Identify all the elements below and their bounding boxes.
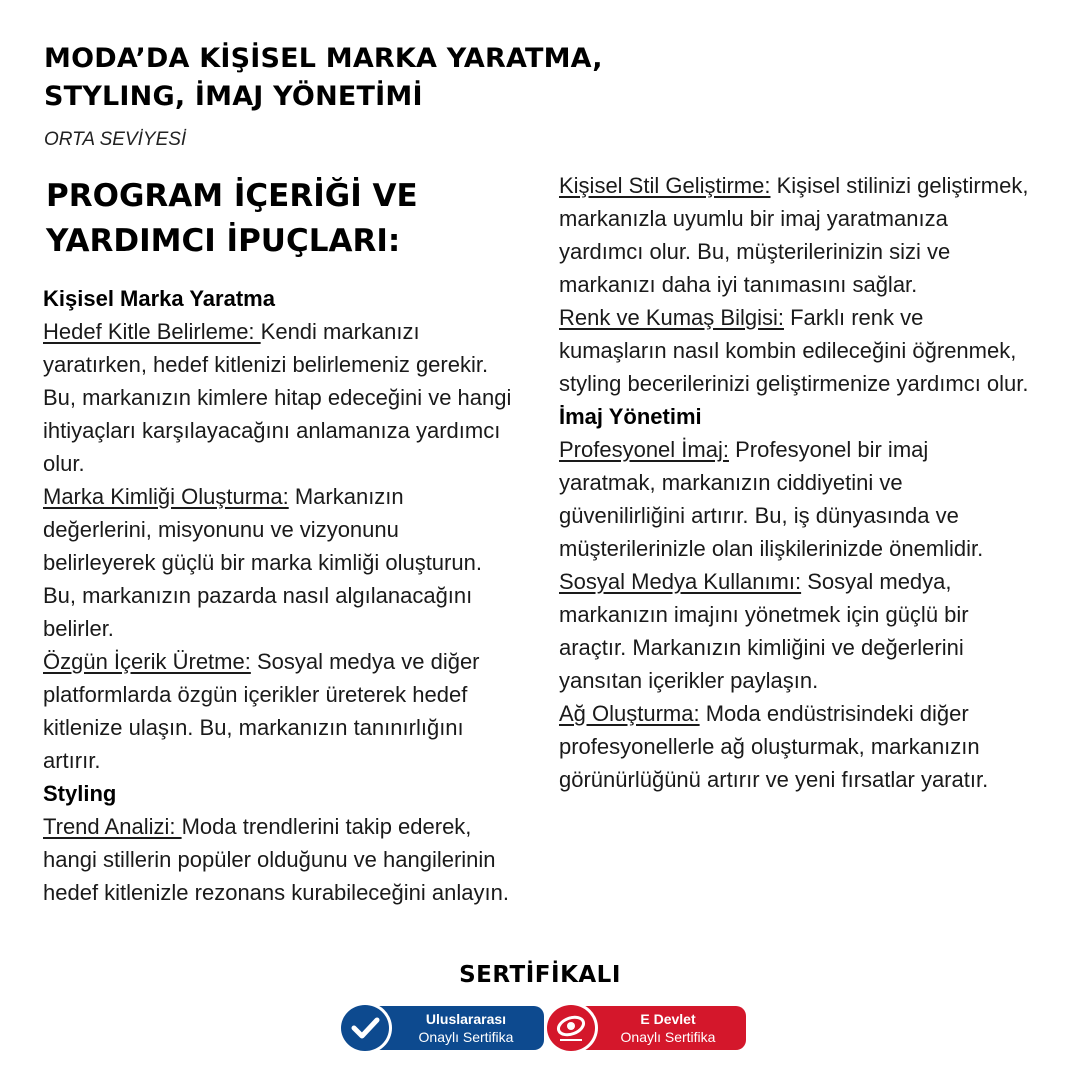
topic-heading-personal-brand: Kişisel Marka Yaratma: [43, 286, 275, 311]
e-devlet-certificate-badge: [576, 1006, 746, 1050]
entry-text: Kişisel stilinizi geliştirmek, markanızla uyumlu bir imaj yaratmanıza yardımcı olur. Bu, müşterilerinizin sizi ve markanızı daha iyi tanımasını sağlar.: [559, 173, 1029, 297]
entry-brand-identity: [43, 480, 513, 645]
section-heading-line-1: PROGRAM İÇERİĞİ VE: [46, 178, 418, 214]
entry-term: Sosyal Medya Kullanımı:: [559, 569, 802, 594]
badge-title: Uluslararası: [425, 1010, 507, 1027]
entry-target-audience: [43, 315, 513, 480]
entry-term: Renk ve Kumaş Bilgisi:: [559, 305, 784, 330]
entry-trend-analysis: [43, 810, 513, 909]
left-column: [43, 282, 513, 909]
entry-term: Profesyonel İmaj:: [559, 437, 729, 462]
entry-text: Profesyonel bir imaj yaratmak, markanızın ciddiyetini ve güvenilirliğini artırır. Bu, iş dünyasında ve müşterilerinizle olan ilişkilerinizde önemlidir.: [559, 437, 984, 561]
entry-text: Moda trendlerini takip ederek, hangi stillerin popüler olduğunu ve hangilerinin hedef kitlenizle rezonans kurabileceğini anlayın.: [43, 814, 509, 905]
entry-text: Markanızın değerlerini, misyonunu ve vizyonunu belirleyerek güçlü bir marka kimliği oluşturun. Bu, markanızın pazarda nasıl algılanacağını belirler.: [43, 484, 482, 641]
topic-heading-styling: Styling: [43, 781, 117, 806]
right-column: [559, 169, 1029, 796]
badge-subtitle: Onaylı Sertifika: [620, 1028, 716, 1045]
title-line-1: MODA’DA KİŞİSEL MARKA YARATMA,: [44, 43, 603, 74]
certified-label: SERTİFİKALI: [459, 962, 621, 988]
international-certificate-badge: [370, 1006, 544, 1050]
entry-networking: [559, 697, 1029, 796]
checkmark-icon: [338, 1002, 392, 1054]
entry-professional-image: [559, 433, 1029, 565]
page-title: [44, 40, 603, 116]
e-devlet-logo-icon: [544, 1002, 598, 1054]
entry-term: Özgün İçerik Üretme:: [43, 649, 251, 674]
certificate-badges: [338, 1002, 748, 1058]
entry-text: Kendi markanızı yaratırken, hedef kitlenizi belirlemeniz gerekir. Bu, markanızın kimlere hitap edeceğini ve hangi ihtiyaçları karşılayacağını anlamanıza yardımcı olur.: [43, 319, 512, 476]
entry-original-content: [43, 645, 513, 777]
level-label: ORTA SEVİYESİ: [44, 129, 187, 150]
entry-text: Sosyal medya ve diğer platformlarda özgün içerikler üreterek hedef kitlenize ulaşın. Bu, markanızın tanınırlığını artırır.: [43, 649, 480, 773]
entry-social-media: [559, 565, 1029, 697]
entry-text: Farklı renk ve kumaşların nasıl kombin edileceğini öğrenmek, styling becerilerinizi geliştirmenize yardımcı olur.: [559, 305, 1029, 396]
badge-subtitle: Onaylı Sertifika: [418, 1028, 514, 1045]
topic-heading-image-management: İmaj Yönetimi: [559, 404, 702, 429]
entry-term: Marka Kimliği Oluşturma:: [43, 484, 289, 509]
entry-term: Hedef Kitle Belirleme:: [43, 319, 261, 344]
entry-term: Trend Analizi:: [43, 814, 182, 839]
entry-text: Moda endüstrisindeki diğer profesyonellerle ağ oluşturmak, markanızın görünürlüğünü artırır ve yeni fırsatlar yaratır.: [559, 701, 989, 792]
entry-term: Kişisel Stil Geliştirme:: [559, 173, 771, 198]
section-heading: [46, 174, 418, 264]
badge-title: E Devlet: [640, 1010, 696, 1027]
entry-term: Ağ Oluşturma:: [559, 701, 700, 726]
entry-text: Sosyal medya, markanızın imajını yönetmek için güçlü bir araçtır. Markanızın kimliğini ve değerlerini yansıtan içerikler paylaşın.: [559, 569, 969, 693]
entry-personal-style: [559, 169, 1029, 301]
section-heading-line-2: YARDIMCI İPUÇLARI:: [46, 223, 401, 259]
title-line-2: STYLING, İMAJ YÖNETİMİ: [44, 81, 423, 112]
entry-color-fabric: [559, 301, 1029, 400]
